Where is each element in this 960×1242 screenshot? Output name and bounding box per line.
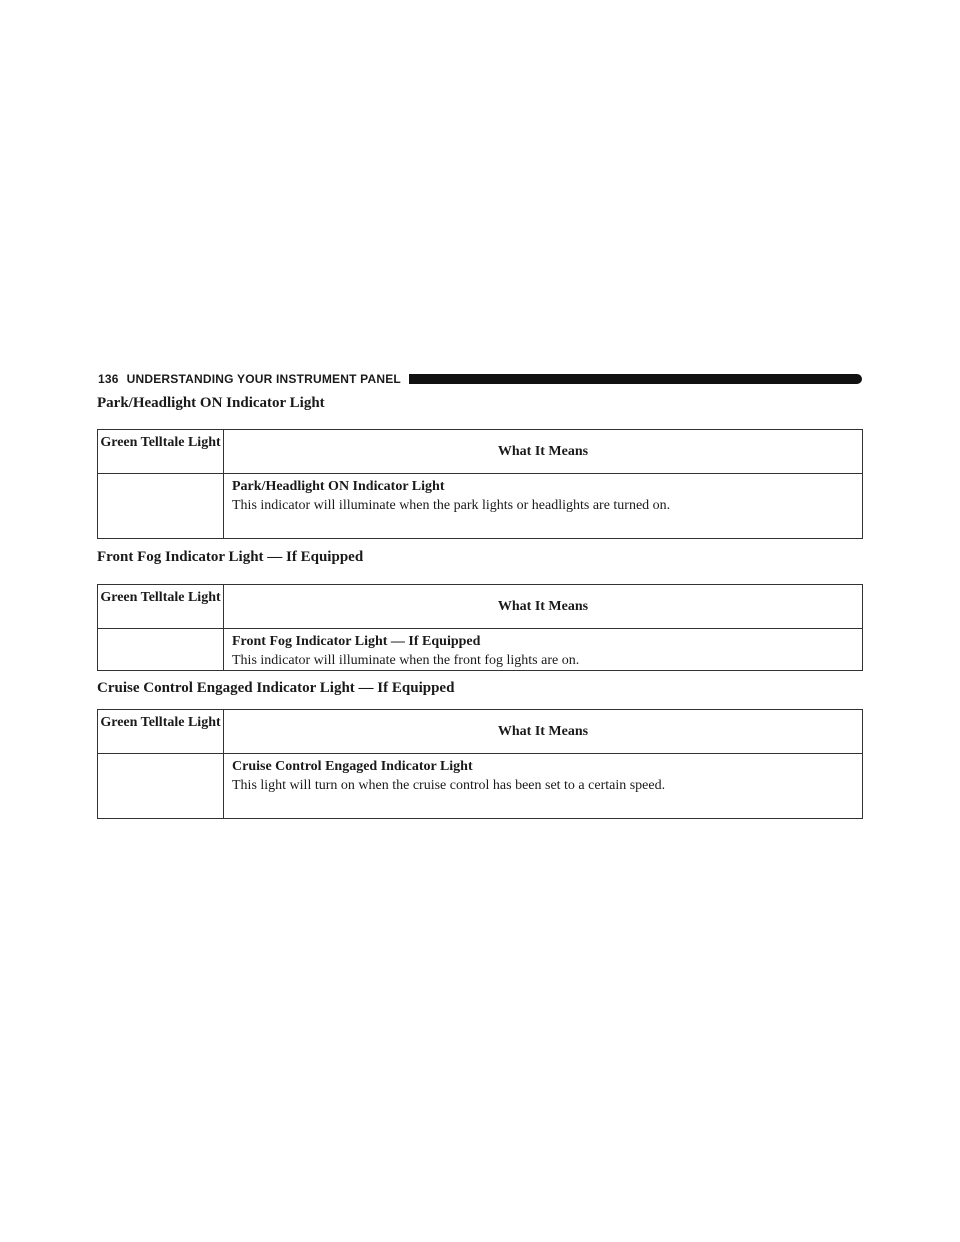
column-header-means: What It Means (224, 430, 863, 474)
column-header-means: What It Means (224, 585, 863, 629)
section-park-headlight (97, 393, 863, 539)
telltale-table (97, 584, 863, 671)
telltale-table (97, 429, 863, 539)
column-header-light: Green Telltale Light (98, 585, 224, 629)
entry-title: Cruise Control Engaged Indicator Light (232, 759, 473, 774)
entry-title: Front Fog Indicator Light — If Equipped (232, 634, 481, 649)
table-header-row (98, 585, 863, 629)
chapter-title: UNDERSTANDING YOUR INSTRUMENT PANEL (126, 372, 401, 386)
column-header-light: Green Telltale Light (98, 430, 224, 474)
meaning-cell (224, 629, 863, 671)
page-header (98, 369, 862, 389)
section-front-fog (97, 547, 863, 671)
meaning-cell (224, 754, 863, 819)
section-heading: Front Fog Indicator Light — If Equipped (97, 549, 364, 565)
telltale-table (97, 709, 863, 819)
section-heading: Park/Headlight ON Indicator Light (97, 395, 325, 411)
table-row (98, 629, 863, 671)
table-header-row (98, 710, 863, 754)
telltale-icon-cell (98, 629, 224, 671)
telltale-icon-cell (98, 754, 224, 819)
table-row (98, 754, 863, 819)
table-header-row (98, 430, 863, 474)
table-row (98, 474, 863, 539)
telltale-icon-cell (98, 474, 224, 539)
section-heading: Cruise Control Engaged Indicator Light — If Equipped (97, 680, 455, 696)
entry-title: Park/Headlight ON Indicator Light (232, 479, 445, 494)
column-header-light: Green Telltale Light (98, 710, 224, 754)
header-rule (409, 374, 862, 384)
meaning-cell (224, 474, 863, 539)
entry-text: This light will turn on when the cruise control has been set to a certain speed. (232, 778, 666, 793)
column-header-means: What It Means (224, 710, 863, 754)
entry-text: This indicator will illuminate when the park lights or headlights are turned on. (232, 498, 671, 513)
page-number: 136 (98, 372, 119, 386)
entry-text: This indicator will illuminate when the front fog lights are on. (232, 653, 580, 668)
section-cruise-control (97, 678, 863, 819)
